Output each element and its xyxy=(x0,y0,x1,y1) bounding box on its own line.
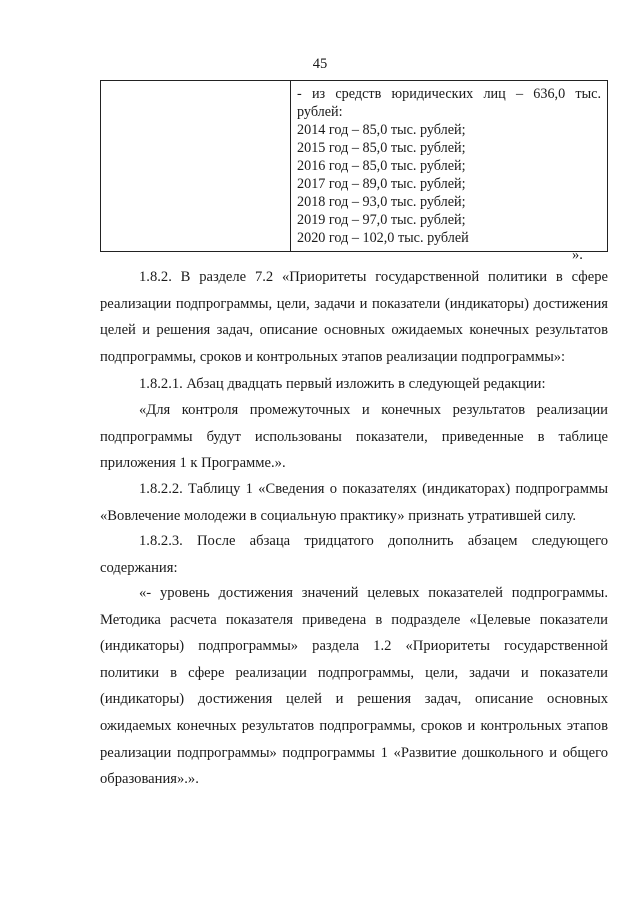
funding-line-2019: 2019 год – 97,0 тыс. рублей; xyxy=(297,212,466,228)
funding-table xyxy=(100,80,608,252)
paragraph-1-8-2-3: 1.8.2.3. После абзаца тридцатого дополнить абзацем следующего содержания: xyxy=(100,533,608,576)
page-number: 45 xyxy=(312,56,328,72)
paragraph-quote-indicator: «- уровень достижения значений целевых показателей подпрограммы. Методика расчета показателя приведена в подразделе «Целевые показатели (индикаторы) подпрограммы» раздела 1.2 «Приоритеты государственной политики в сфере реализации подпрограммы, цели, задачи и показатели (индикаторы) достижения целей и решения задач, описание основных ожидаемых конечных результатов подпрограммы, сроков и контрольных этапов реализации подпрограммы» подпрограммы 1 «Развитие дошкольного и общего образования».». xyxy=(100,585,608,788)
funding-line-legal-entities: - из средств юридических лиц – 636,0 тыс. рублей: xyxy=(297,86,601,120)
funding-details-cell xyxy=(291,81,608,252)
funding-line-2014: 2014 год – 85,0 тыс. рублей; xyxy=(297,122,466,138)
table-row xyxy=(101,81,608,252)
funding-line-2017: 2017 год – 89,0 тыс. рублей; xyxy=(297,176,466,192)
paragraph-1-8-2-1: 1.8.2.1. Абзац двадцать первый изложить в следующей редакции: xyxy=(139,376,546,392)
funding-line-2020: 2020 год – 102,0 тыс. рублей xyxy=(297,230,469,246)
funding-line-2018: 2018 год – 93,0 тыс. рублей; xyxy=(297,194,466,210)
table-left-cell xyxy=(101,81,291,252)
paragraph-quote-control: «Для контроля промежуточных и конечных результатов реализации подпрограммы будут использованы показатели, приведенные в таблице приложения 1 к Программе.». xyxy=(100,402,608,472)
paragraph-1-8-2: 1.8.2. В разделе 7.2 «Приоритеты государственной политики в сфере реализации подпрограммы, цели, задачи и показатели (индикаторы) достижения целей и решения задач, описание основных ожидаемых конечных результатов подпрограммы, сроков и контрольных этапов реализации подпрограммы»: xyxy=(100,269,608,365)
funding-line-2015: 2015 год – 85,0 тыс. рублей; xyxy=(297,140,466,156)
closing-quote: ». xyxy=(572,247,583,263)
funding-line-2016: 2016 год – 85,0 тыс. рублей; xyxy=(297,158,466,174)
paragraph-1-8-2-2: 1.8.2.2. Таблицу 1 «Сведения о показателях (индикаторах) подпрограммы «Вовлечение молодежи в социальную практику» признать утратившей силу. xyxy=(100,481,608,524)
